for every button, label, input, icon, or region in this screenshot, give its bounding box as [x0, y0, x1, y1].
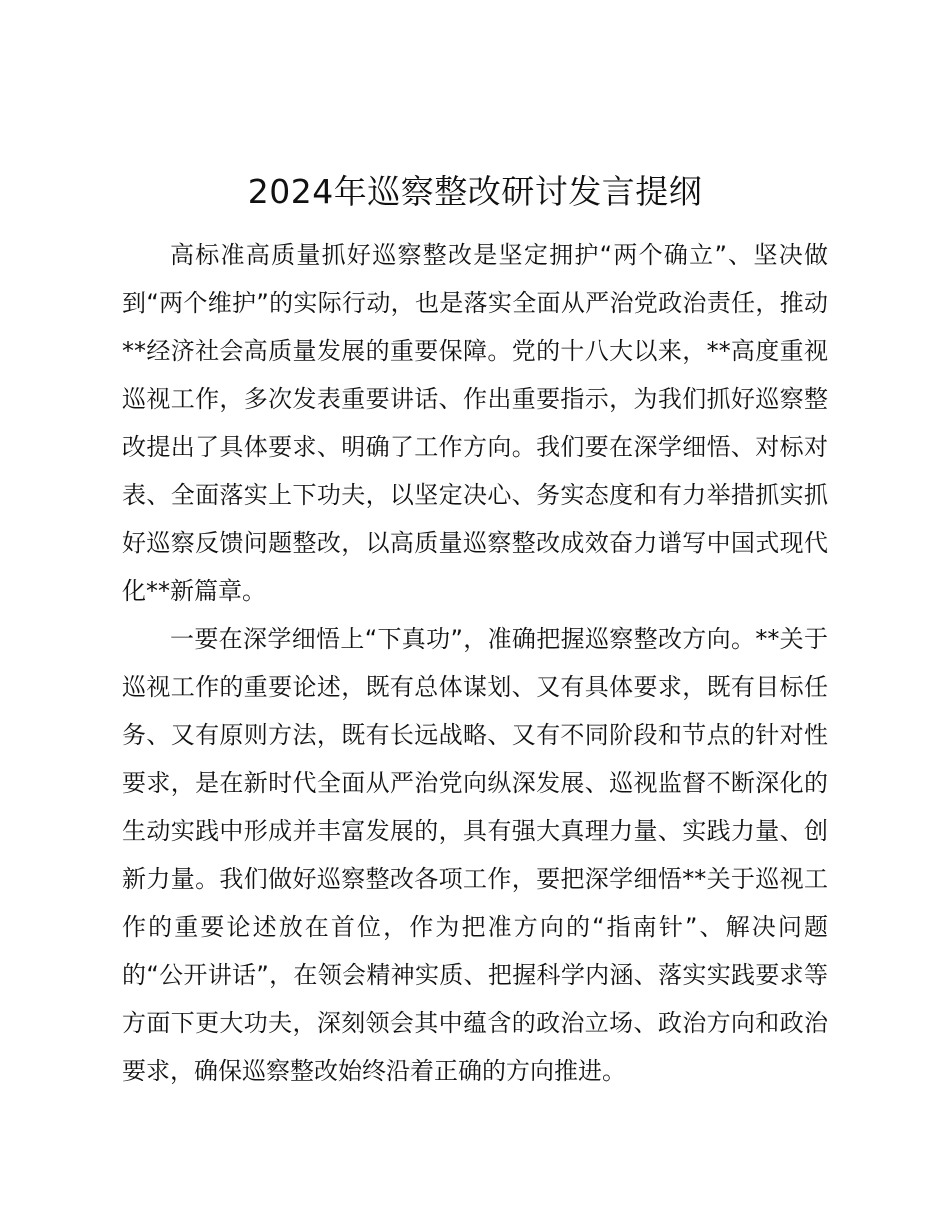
- paragraph-point-one: 一要在深学细悟上“下真功”，准确把握巡察整改方向。**关于巡视工作的重要论述，既有总体谋划、又有具体要求，既有目标任务、又有原则方法，既有长远战略、又有不同阶段和节点的针对性要求，是在新时代全面从严治党向纵深发展、巡视监督不断深化的生动实践中形成并丰富发展的，具有强大真理力量、实践力量、创新力量。我们做好巡察整改各项工作，要把深学细悟**关于巡视工作的重要论述放在首位，作为把准方向的“指南针”、解决问题的“公开讲话”，在领会精神实质、把握科学内涵、落实实践要求等方面下更大功夫，深刻领会其中蕴含的政治立场、政治方向和政治要求，确保巡察整改始终沿着正确的方向推进。: [122, 625, 828, 1085]
- paragraph-intro: 高标准高质量抓好巡察整改是坚定拥护“两个确立”、坚决做到“两个维护”的实际行动，也是落实全面从严治党政治责任，推动**经济社会高质量发展的重要保障。党的十八大以来，**高度重视巡视工作，多次发表重要讲话、作出重要指示，为我们抓好巡察整改提出了具体要求、明确了工作方向。我们要在深学细悟、对标对表、全面落实上下功夫，以坚定决心、务实态度和有力举措抓实抓好巡察反馈问题整改，以高质量巡察整改成效奋力谱写中国式现代化**新篇章。: [122, 241, 828, 605]
- document-title: 2024年巡察整改研讨发言提纲: [247, 172, 703, 211]
- document-body: [122, 231, 828, 1095]
